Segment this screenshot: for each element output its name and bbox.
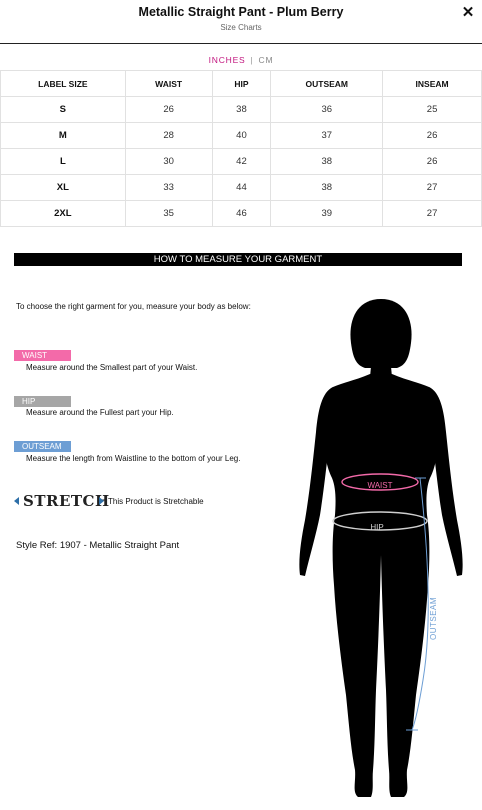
style-reference: Style Ref: 1907 - Metallic Straight Pant: [16, 540, 180, 551]
hip-cell: 38: [212, 97, 271, 123]
column-header: LABEL SIZE: [1, 71, 126, 97]
column-header: INSEAM: [383, 71, 482, 97]
body-figure: [288, 296, 474, 802]
unit-separator: |: [250, 55, 254, 65]
outseam-cell: 38: [271, 149, 383, 175]
stretch-text: This Product is Stretchable: [108, 497, 204, 506]
size-label-cell: S: [1, 97, 126, 123]
waist-cell: 33: [125, 175, 212, 201]
close-button[interactable]: [460, 4, 476, 22]
neck: [370, 356, 392, 377]
size-label-cell: M: [1, 123, 126, 149]
waist-cell: 28: [125, 123, 212, 149]
hip-cell: 44: [212, 175, 271, 201]
stretch-logo: [14, 490, 110, 514]
column-header: OUTSEAM: [271, 71, 383, 97]
stretch-arrow-left-icon: [14, 497, 19, 505]
waist-cell: 35: [125, 201, 212, 227]
waist-figure-label: WAIST: [367, 481, 393, 490]
table-row: [1, 175, 482, 201]
hip-description: Measure around the Fullest part your Hip.: [26, 408, 174, 417]
inseam-cell: 27: [383, 201, 482, 227]
page-title: Metallic Straight Pant - Plum Berry: [138, 5, 344, 19]
hip-cell: 40: [212, 123, 271, 149]
column-header: HIP: [212, 71, 271, 97]
stretch-arrow-right-icon: [99, 497, 104, 505]
size-chart-table: [0, 70, 482, 227]
table-header-row: [1, 71, 482, 97]
close-icon: ✕: [461, 4, 475, 21]
hip-cell: 46: [212, 201, 271, 227]
outseam-figure-label: OUTSEAM: [429, 596, 438, 640]
outseam-cell: 36: [271, 97, 383, 123]
outseam-description: Measure the length from Waistline to the bottom of your Leg.: [26, 454, 241, 463]
unit-inches-tab[interactable]: INCHES: [208, 55, 246, 65]
waist-cell: 30: [125, 149, 212, 175]
outseam-cell: 39: [271, 201, 383, 227]
unit-cm-tab[interactable]: CM: [258, 55, 274, 65]
inseam-cell: 26: [383, 149, 482, 175]
stretch-logo-text: STRETCH: [23, 492, 110, 510]
size-label-cell: 2XL: [1, 201, 126, 227]
hip-figure-label: HIP: [370, 523, 384, 532]
waist-cell: 26: [125, 97, 212, 123]
table-row: [1, 97, 482, 123]
hip-tag: HIP: [14, 396, 71, 407]
table-row: [1, 201, 482, 227]
outseam-cell: 38: [271, 175, 383, 201]
table-row: [1, 123, 482, 149]
measure-intro-text: To choose the right garment for you, measure your body as below:: [16, 302, 251, 311]
torso-and-legs: [323, 374, 440, 797]
unit-toggle: [0, 55, 482, 65]
measure-guide-title: HOW TO MEASURE YOUR GARMENT: [14, 253, 462, 266]
outseam-tag: OUTSEAM: [14, 441, 71, 452]
size-label-cell: XL: [1, 175, 126, 201]
inseam-cell: 26: [383, 123, 482, 149]
waist-description: Measure around the Smallest part of your Waist.: [26, 363, 198, 372]
page-subtitle: Size Charts: [220, 23, 262, 32]
column-header: WAIST: [125, 71, 212, 97]
modal-header: [0, 0, 482, 44]
inseam-cell: 27: [383, 175, 482, 201]
silhouette: [299, 299, 462, 797]
inseam-cell: 25: [383, 97, 482, 123]
table-row: [1, 149, 482, 175]
outseam-cell: 37: [271, 123, 383, 149]
waist-tag: WAIST: [14, 350, 71, 361]
hip-cell: 42: [212, 149, 271, 175]
size-label-cell: L: [1, 149, 126, 175]
